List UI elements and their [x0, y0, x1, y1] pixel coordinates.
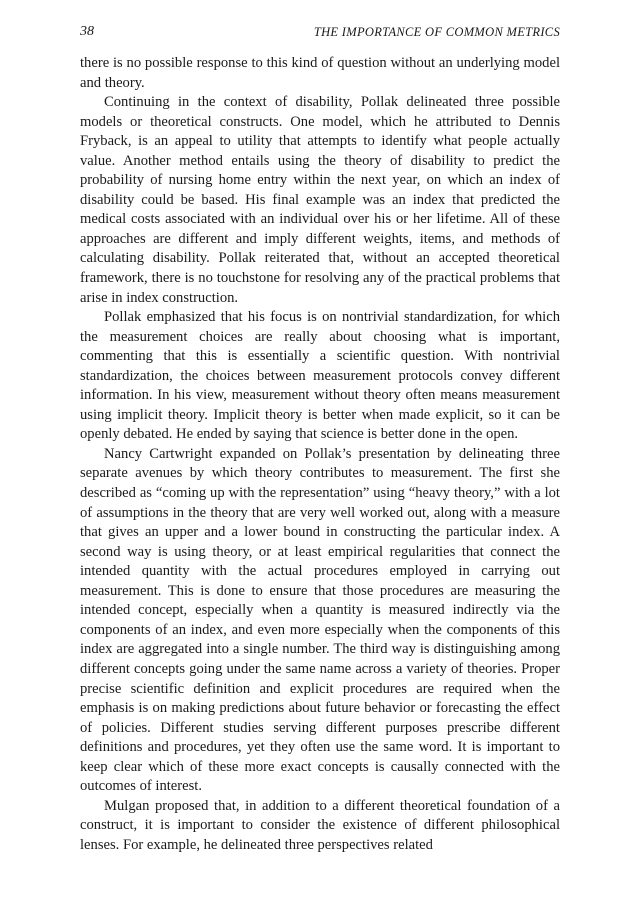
- paragraph-pollak-models: Continuing in the context of disability, Pollak delineated three possible models or theoretical constructs. One model, which he attributed to Dennis Fryback, is an appeal to utility that attempts to identify what people actually value. Another method entails using the theory of disability to predict the probability of nursing home entry within the next year, on which an index of disability could be based. His final example was an index that predicted the medical costs associated with an individual over his or her lifetime. All of these approaches are different and imply different weights, items, and methods of calculating disability. Pollak reiterated that, without an accepted theoretical framework, there is no touchstone for resolving any of the practical problems that arise in index construction.: [80, 94, 560, 306]
- document-page: [80, 22, 560, 855]
- running-title: THE IMPORTANCE OF COMMON METRICS: [313, 25, 560, 39]
- body-text: [80, 54, 560, 855]
- running-head: [80, 22, 560, 42]
- paragraph-cartwright: Nancy Cartwright expanded on Pollak’s presentation by delineating three separate avenues by which theory contributes to measurement. The first she described as “coming up with the representation” using “heavy theory,” with a lot of assumptions in the theory that are very well worked out, along with a measure that gives an upper and a lower bound in constructing the particular index. A second way is using theory, or at least empirical regularities that connect the intended quantity with the actual procedures employed in carrying out measurement. This is done to ensure that those procedures are measuring the intended concept, especially when a quantity is measured indirectly via the components of an index, and even more especially when the components of this index are aggregated into a single number. The third way is distinguishing among different concepts going under the same name across a variety of theories. Proper precise scientific definition and explicit procedures are required when the emphasis is on making predictions about future behavior or forecasting the effect of policies. Different studies serving different purposes prescribe different definitions and procedures, yet they often use the same word. It is important to keep clear which of these more exact concepts is causally connected with the outcomes of interest.: [80, 445, 560, 795]
- page-number: 38: [80, 24, 94, 39]
- paragraph-mulgan: Mulgan proposed that, in addition to a different theoretical foundation of a construct, it is important to consider the existence of different philosophical lenses. For example, he delineated three perspectives related: [80, 797, 560, 853]
- paragraph-continuation: there is no possible response to this kind of question without an underlying model and theory.: [80, 55, 560, 91]
- paragraph-pollak-standardization: Pollak emphasized that his focus is on nontrivial standardization, for which the measurement choices are really about choosing what is important, commenting that this is essentially a scientific question. With nontrivial standardization, the choices between measurement protocols convey different information. In his view, measurement without theory often means measurement using implicit theory. Implicit theory is better when made explicit, so it can be openly debated. He ended by saying that science is better done in the open.: [80, 309, 560, 443]
